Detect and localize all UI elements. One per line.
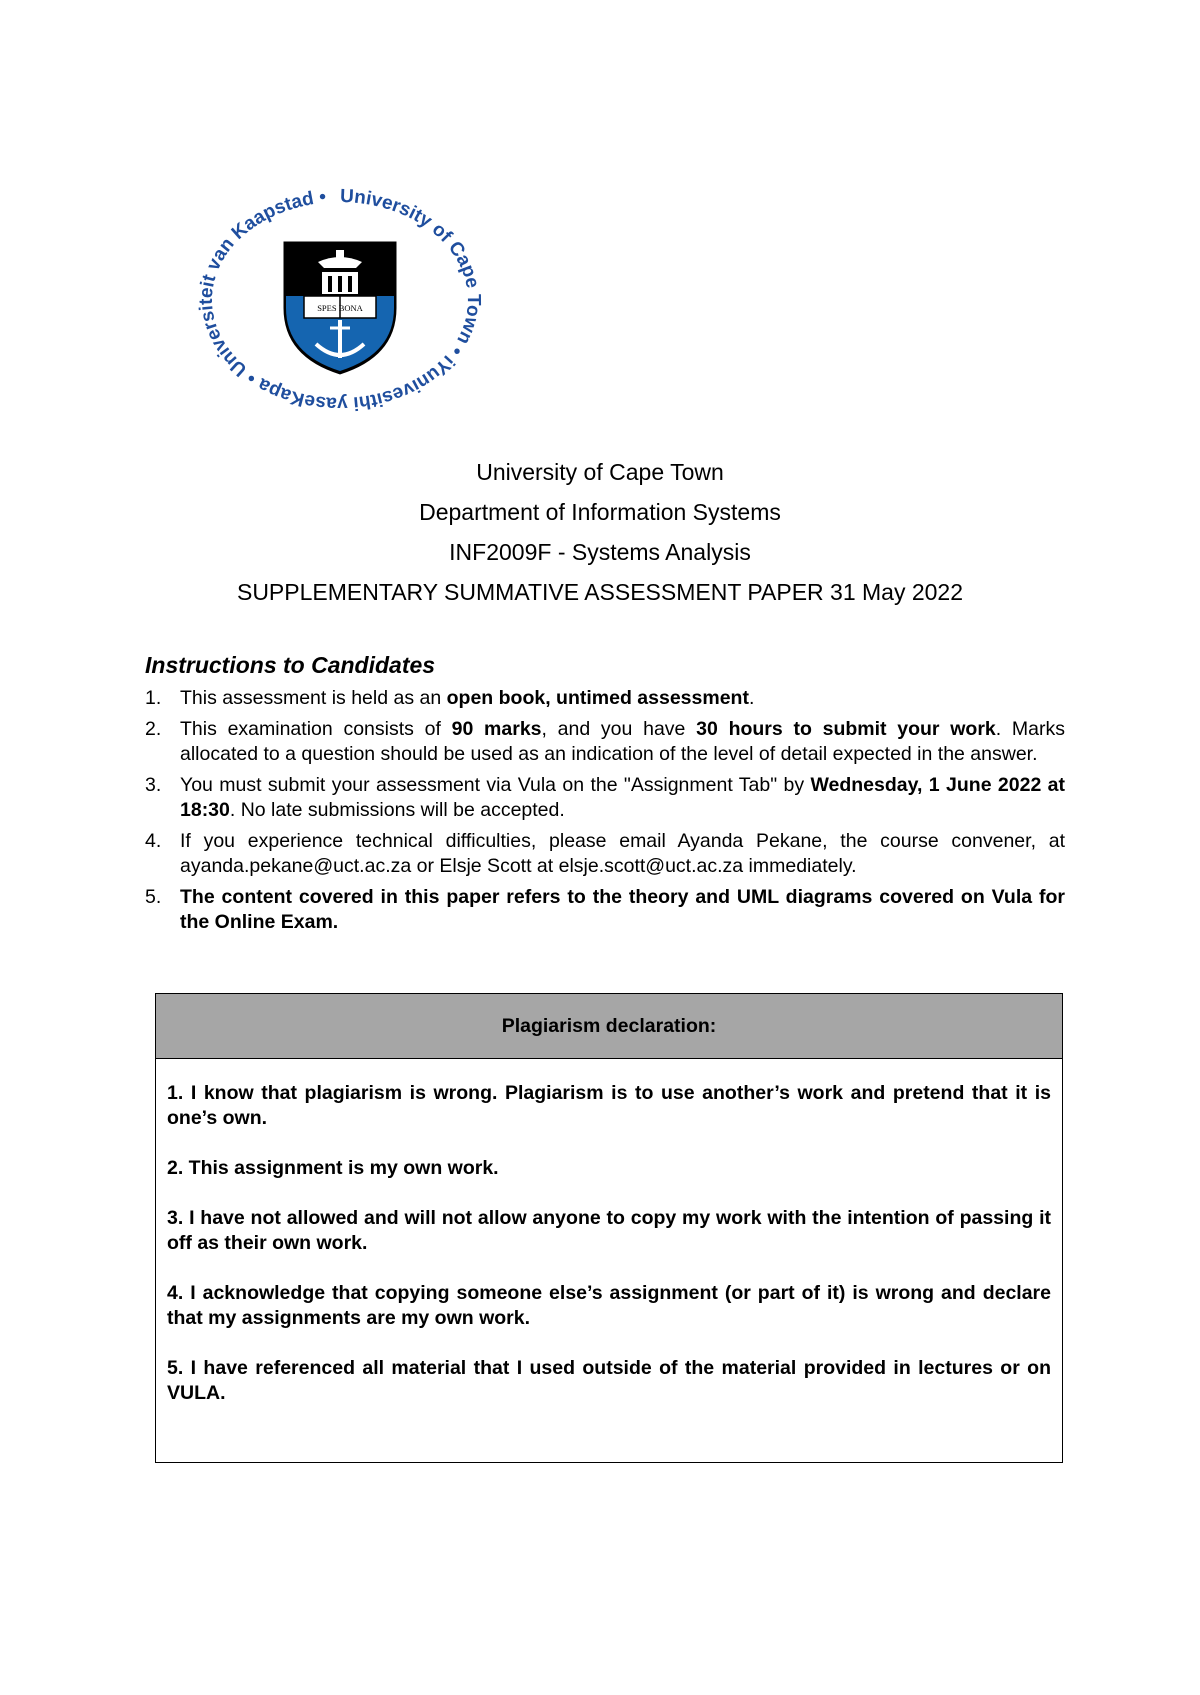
plagiarism-declaration-title: Plagiarism declaration: bbox=[156, 994, 1062, 1059]
plagiarism-statement: 3. I have not allowed and will not allow anyone to copy my work with the intention of passing it off as their own work. bbox=[167, 1207, 1051, 1254]
instruction-text: You must submit your assessment via Vula on the "Assignment Tab" by bbox=[180, 774, 811, 796]
department-name: Department of Information Systems bbox=[419, 499, 781, 525]
university-seal-logo bbox=[190, 180, 490, 420]
instruction-bold-text: 90 marks bbox=[451, 718, 542, 740]
instruction-number: 2. bbox=[145, 718, 162, 740]
document-heading bbox=[0, 452, 1200, 612]
instruction-text: . bbox=[748, 687, 755, 709]
seal-book-text: SPES BONA bbox=[317, 303, 363, 313]
shield-icon bbox=[282, 240, 398, 376]
instruction-bold-text: open book, untimed assessment bbox=[446, 687, 749, 709]
instruction-bold-text: 30 hours to submit your work bbox=[696, 718, 996, 740]
instruction-item bbox=[145, 885, 1065, 935]
instruction-text: This assessment is held as an bbox=[180, 687, 447, 709]
seal-ring-textpath: University of Cape Town • iYunivesithi yaseKapa • Universiteit van Kaapstad • bbox=[195, 185, 484, 415]
paper-title: SUPPLEMENTARY SUMMATIVE ASSESSMENT PAPER 31 May 2022 bbox=[236, 579, 964, 605]
university-name: University of Cape Town bbox=[476, 459, 724, 485]
instructions-title: Instructions to Candidates bbox=[145, 652, 436, 678]
instruction-item bbox=[145, 773, 1065, 823]
course-name: INF2009F - Systems Analysis bbox=[449, 539, 751, 565]
plagiarism-declaration-box bbox=[155, 993, 1063, 1463]
plagiarism-statement: 5. I have referenced all material that I used outside of the material provided in lectures or on VULA. bbox=[167, 1357, 1051, 1404]
instruction-item bbox=[145, 717, 1065, 767]
instruction-item bbox=[145, 829, 1065, 879]
plagiarism-statement: 4. I acknowledge that copying someone else’s assignment (or part of it) is wrong and declare that my assignments are my own work. bbox=[167, 1282, 1051, 1329]
instruction-item bbox=[145, 686, 1065, 711]
instruction-text: If you experience technical difficulties, please email Ayanda Pekane, the course convener, at ayanda.pekane@uct.ac.za or Elsje Scott at elsje.scott@uct.ac.za immediately. bbox=[180, 830, 1065, 877]
instruction-number: 4. bbox=[145, 830, 162, 852]
instruction-bold-text: Wednesday, 1 June 2022 at 18:30 bbox=[180, 774, 1065, 821]
plagiarism-declaration-body bbox=[156, 1059, 1062, 1406]
instruction-number: 1. bbox=[145, 687, 162, 709]
instructions-list bbox=[145, 686, 1065, 935]
instructions-section bbox=[145, 648, 1065, 941]
instruction-text: , and you have bbox=[541, 718, 697, 740]
instruction-bold-text: The content covered in this paper refers to the theory and UML diagrams covered on Vula for the Online Exam. bbox=[180, 886, 1065, 933]
instruction-number: 3. bbox=[145, 774, 162, 796]
plagiarism-statement: 2. This assignment is my own work. bbox=[167, 1157, 499, 1179]
instruction-number: 5. bbox=[145, 886, 162, 908]
instruction-text: . No late submissions will be accepted. bbox=[229, 799, 565, 821]
instruction-text: . Marks allocated to a question should be used as an indication of the level of detail expected in the answer. bbox=[180, 718, 1065, 765]
instruction-text: This examination consists of bbox=[180, 718, 452, 740]
plagiarism-statement: 1. I know that plagiarism is wrong. Plagiarism is to use another’s work and pretend that it is one’s own. bbox=[167, 1082, 1051, 1129]
